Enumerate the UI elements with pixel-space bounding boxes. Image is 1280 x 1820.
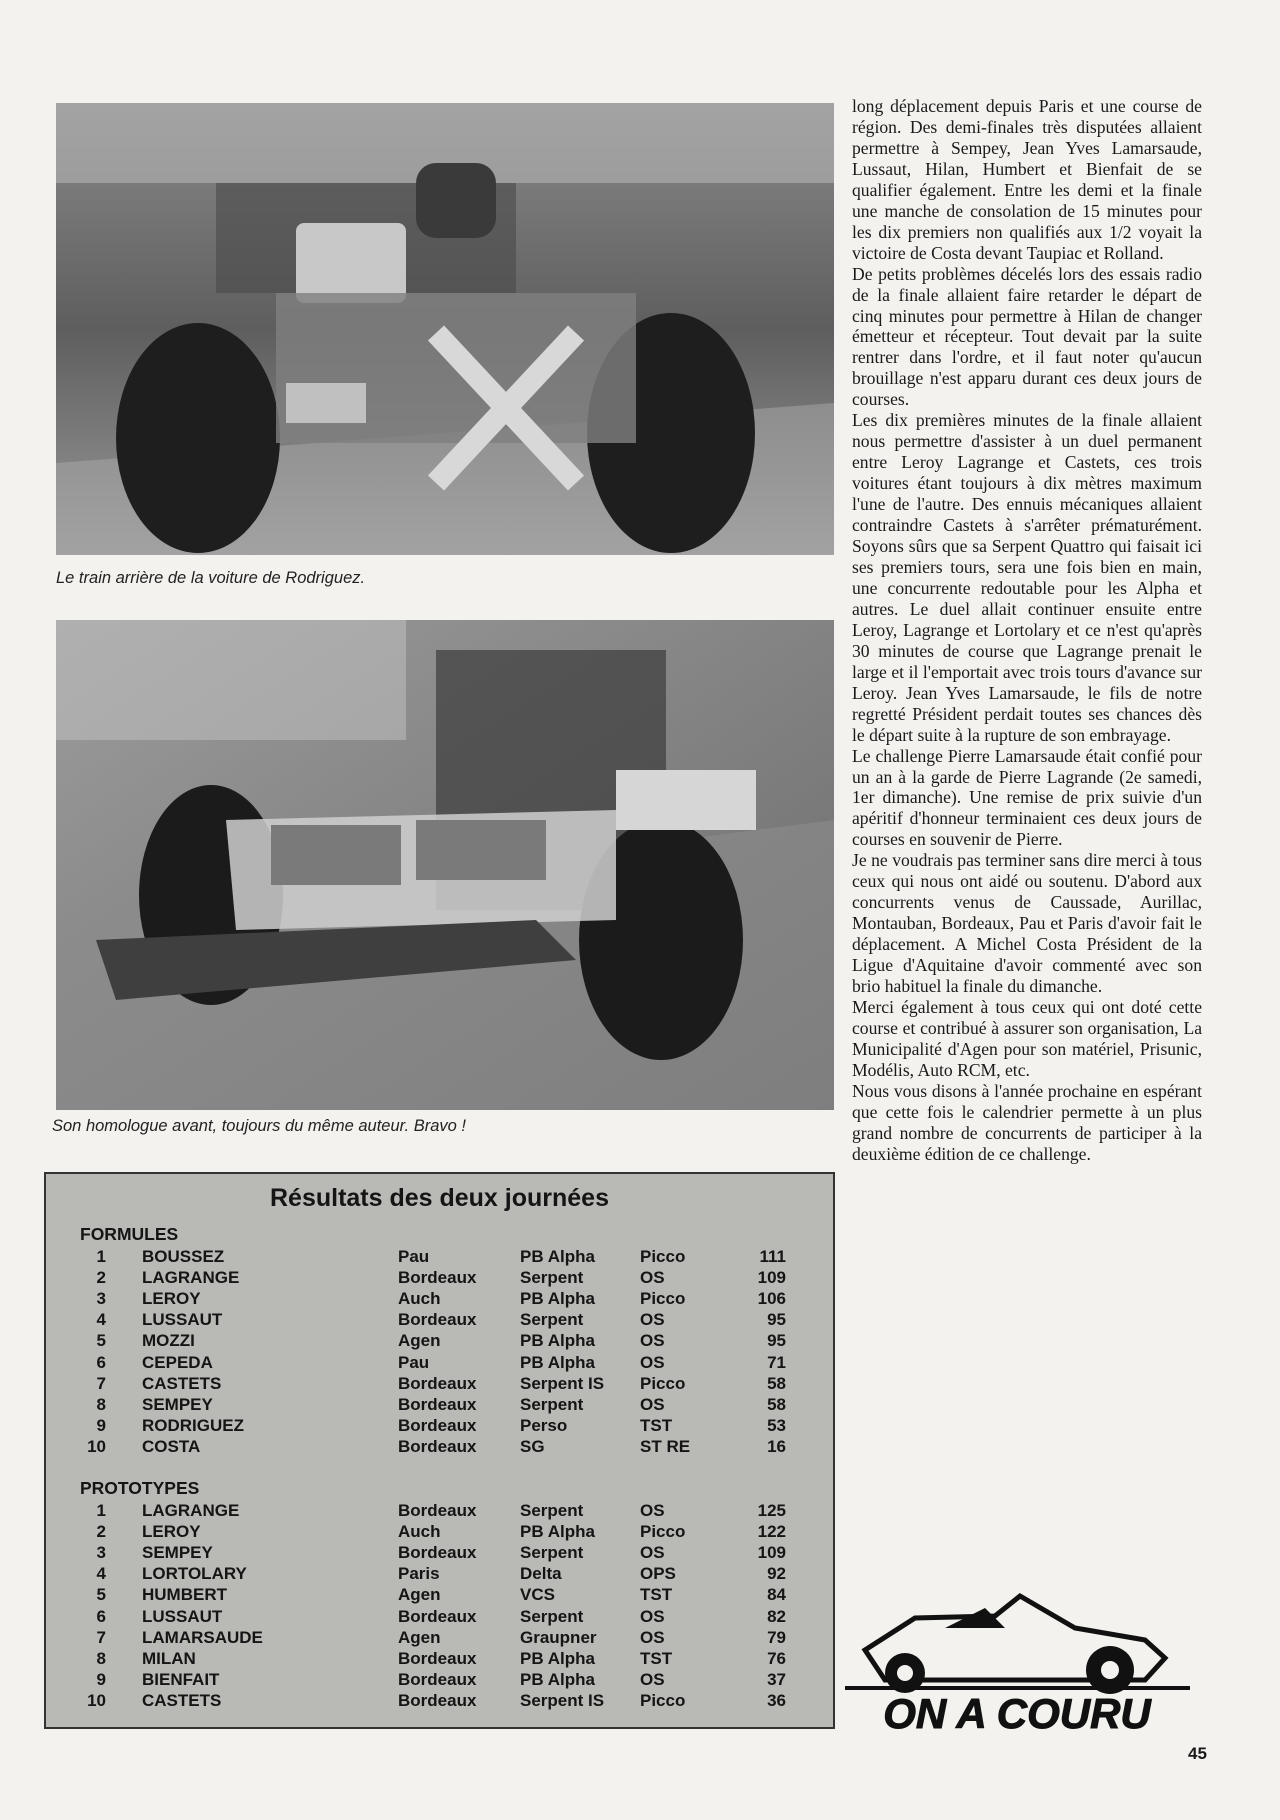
- cell-city: Bordeaux: [398, 1268, 477, 1288]
- table-row: [46, 1522, 833, 1543]
- cell-name: LAMARSAUDE: [142, 1627, 263, 1647]
- table-row: [46, 1310, 833, 1331]
- cell-laps: 122: [757, 1522, 786, 1542]
- cell-rank: 10: [87, 1436, 106, 1456]
- cell-engine: Picco: [640, 1289, 686, 1309]
- cell-chassis: Serpent: [520, 1501, 584, 1520]
- cell-chassis: PB Alpha: [520, 1352, 595, 1372]
- cell-rank: 5: [96, 1331, 106, 1351]
- cell-city: Bordeaux: [398, 1669, 477, 1689]
- cell-chassis: Perso: [520, 1415, 568, 1435]
- cell-city: Paris: [398, 1564, 440, 1584]
- table-row: [46, 1649, 833, 1670]
- cell-laps: 16: [767, 1436, 786, 1456]
- cell-name: LAGRANGE: [142, 1268, 240, 1288]
- cell-name: LUSSAUT: [142, 1606, 223, 1626]
- cell-city: Bordeaux: [398, 1543, 477, 1563]
- table-row: [46, 1289, 833, 1310]
- cell-chassis: PB Alpha: [520, 1247, 595, 1266]
- article-paragraph: Je ne voudrais pas terminer sans dire merci à tous ceux qui nous ont aidé ou soutenu. D'abord aux concurrents venus de Caussade, Aurillac, Montauban, Bordeaux, Pau et Paris d'avoir fait le déplacement. A Michel Costa Président de la Ligue d'Aquitaine d'avoir commenté avec son brio habituel la finale du dimanche.: [852, 850, 1202, 997]
- cell-city: Agen: [398, 1627, 441, 1647]
- article-paragraph: Les dix premières minutes de la finale allaient nous permettre d'assister à un duel permanent entre Leroy Lagrange et Castets, ces trois voitures étant toujours à dix mètres maximum l'une de l'autre. Des ennuis mécaniques allaient contraindre Castets à s'arrêter prématurément. Soyons sûrs que sa Serpent Quattro qui faisait ici ses premiers tours, sera une fois bien en main, une concurrente redoutable pour les Alpha et autres. Le duel allait continuer ensuite entre Leroy, Lagrange et Lortolary et ce n'est qu'après 30 minutes de course que Lagrange prenait le large et il l'emportait avec trois tours d'avance sur Leroy. Jean Yves Lamarsaude, le fils de notre regretté Président perdait toutes ses chances dès le départ suite à la rupture de son embrayage.: [852, 410, 1202, 745]
- cell-laps: 109: [757, 1268, 786, 1288]
- cell-rank: 9: [96, 1415, 106, 1435]
- cell-city: Agen: [398, 1585, 441, 1605]
- cell-engine: OPS: [640, 1564, 676, 1584]
- table-row: [46, 1628, 833, 1649]
- cell-laps: 53: [767, 1415, 786, 1435]
- cell-city: Bordeaux: [398, 1373, 477, 1393]
- cell-name: LEROY: [142, 1522, 201, 1542]
- cell-laps: 36: [767, 1690, 786, 1710]
- cell-laps: 106: [757, 1289, 786, 1309]
- cell-chassis: Serpent: [520, 1310, 584, 1330]
- cell-engine: TST: [640, 1648, 673, 1668]
- cell-chassis: Serpent: [520, 1543, 584, 1563]
- cell-rank: 2: [96, 1522, 106, 1542]
- cell-chassis: Serpent: [520, 1394, 584, 1414]
- results-table: [44, 1172, 835, 1729]
- photo-front-chassis: [56, 620, 834, 1110]
- cell-engine: OS: [640, 1394, 665, 1414]
- cell-chassis: Serpent IS: [520, 1373, 605, 1393]
- cell-engine: TST: [640, 1585, 673, 1605]
- photo1-caption: Le train arrière de la voiture de Rodriguez.: [56, 569, 366, 587]
- cell-engine: OS: [640, 1352, 665, 1372]
- cell-chassis: PB Alpha: [520, 1648, 595, 1668]
- cell-engine: OS: [640, 1627, 665, 1647]
- cell-laps: 109: [757, 1543, 786, 1563]
- cell-laps: 71: [767, 1352, 786, 1372]
- cell-rank: 2: [96, 1268, 106, 1288]
- cell-laps: 79: [767, 1627, 786, 1647]
- cell-chassis: PB Alpha: [520, 1289, 595, 1309]
- table-row: [46, 1353, 833, 1374]
- cell-name: HUMBERT: [142, 1585, 227, 1605]
- cell-laps: 58: [767, 1373, 786, 1393]
- article-text: [852, 96, 1202, 1165]
- cell-rank: 9: [96, 1669, 106, 1689]
- table-row: [46, 1607, 833, 1628]
- cell-rank: 6: [96, 1606, 106, 1626]
- cell-rank: 3: [96, 1543, 106, 1563]
- table-row: [46, 1437, 833, 1458]
- cell-rank: 3: [96, 1289, 106, 1309]
- table-row: [46, 1247, 833, 1268]
- results-title: Résultats des deux journées: [269, 1184, 609, 1212]
- table-row: [46, 1670, 833, 1691]
- cell-city: Pau: [398, 1352, 430, 1372]
- cell-city: Bordeaux: [398, 1415, 477, 1435]
- page-number: 45: [1188, 1744, 1207, 1763]
- on-a-couru-logo: [845, 1588, 1190, 1733]
- cell-engine: OS: [640, 1606, 665, 1626]
- cell-name: LUSSAUT: [142, 1310, 223, 1330]
- cell-engine: OS: [640, 1268, 665, 1288]
- cell-name: MILAN: [142, 1648, 196, 1668]
- cell-name: COSTA: [142, 1436, 201, 1456]
- table-row: [46, 1268, 833, 1289]
- cell-name: LAGRANGE: [142, 1501, 240, 1520]
- cell-rank: 4: [96, 1564, 106, 1584]
- cell-chassis: PB Alpha: [520, 1522, 595, 1542]
- cell-engine: Picco: [640, 1690, 686, 1710]
- cell-chassis: SG: [520, 1436, 545, 1456]
- cell-rank: 7: [96, 1373, 106, 1393]
- cell-laps: 95: [767, 1331, 786, 1351]
- cell-name: LORTOLARY: [142, 1564, 247, 1584]
- cell-rank: 8: [96, 1394, 106, 1414]
- cell-engine: OS: [640, 1669, 665, 1689]
- table-row: [46, 1564, 833, 1585]
- cell-laps: 58: [767, 1394, 786, 1414]
- cell-engine: Picco: [640, 1247, 686, 1266]
- cell-city: Auch: [398, 1289, 441, 1309]
- cell-city: Auch: [398, 1522, 441, 1542]
- cell-name: RODRIGUEZ: [142, 1415, 244, 1435]
- photo2-caption: Son homologue avant, toujours du même auteur. Bravo !: [52, 1117, 466, 1135]
- cell-chassis: PB Alpha: [520, 1669, 595, 1689]
- logo-text: ON A COURU: [883, 1690, 1151, 1733]
- cell-name: CEPEDA: [142, 1352, 213, 1372]
- cell-laps: 125: [757, 1501, 786, 1520]
- cell-laps: 37: [767, 1669, 786, 1689]
- cell-name: MOZZI: [142, 1331, 195, 1351]
- cell-name: SEMPEY: [142, 1543, 213, 1563]
- article-paragraph: Nous vous disons à l'année prochaine en espérant que cette fois le calendrier permette à un plus grand nombre de concurrents de participer à la deuxième édition de ce challenge.: [852, 1080, 1202, 1164]
- cell-engine: OS: [640, 1331, 665, 1351]
- cell-laps: 84: [767, 1585, 786, 1605]
- cell-chassis: Serpent: [520, 1606, 584, 1626]
- category-title: FORMULES: [80, 1224, 179, 1244]
- cell-laps: 76: [767, 1648, 786, 1668]
- cell-rank: 5: [96, 1585, 106, 1605]
- cell-name: SEMPEY: [142, 1394, 213, 1414]
- cell-rank: 6: [96, 1352, 106, 1372]
- cell-chassis: VCS: [520, 1585, 555, 1605]
- cell-engine: OS: [640, 1310, 665, 1330]
- front-chassis-photo-image: [56, 620, 834, 1110]
- cell-chassis: Serpent: [520, 1268, 584, 1288]
- buggy-logo-icon: [845, 1588, 1190, 1733]
- cell-rank: 7: [96, 1627, 106, 1647]
- cell-engine: ST RE: [640, 1436, 691, 1456]
- cell-name: CASTETS: [142, 1690, 222, 1710]
- article-paragraph: long déplacement depuis Paris et une course de région. Des demi-finales très disputées allaient permettre à Sempey, Jean Yves Lamarsaude, Lussaut, Hilan, Humbert et Bienfait de se qualifier également. Entre les demi et la finale une manche de consolation de 15 minutes pour les dix premiers non qualifiés aux 1/2 voyait la victoire de Costa devant Taupiac et Rolland.: [852, 96, 1202, 263]
- cell-city: Bordeaux: [398, 1436, 477, 1456]
- cell-laps: 92: [767, 1564, 786, 1584]
- table-row: [46, 1501, 833, 1522]
- category-title: PROTOTYPES: [80, 1478, 200, 1498]
- table-row: [46, 1691, 833, 1712]
- cell-rank: 1: [96, 1247, 106, 1266]
- cell-engine: Picco: [640, 1373, 686, 1393]
- cell-city: Bordeaux: [398, 1606, 477, 1626]
- cell-laps: 111: [759, 1247, 786, 1266]
- table-row: [46, 1416, 833, 1437]
- cell-chassis: Graupner: [520, 1627, 597, 1647]
- cell-city: Bordeaux: [398, 1501, 477, 1520]
- cell-chassis: PB Alpha: [520, 1331, 595, 1351]
- cell-city: Bordeaux: [398, 1690, 477, 1710]
- photo-rear-chassis: [56, 103, 834, 555]
- cell-city: Bordeaux: [398, 1394, 477, 1414]
- cell-name: BOUSSEZ: [142, 1247, 225, 1266]
- cell-laps: 95: [767, 1310, 786, 1330]
- cell-rank: 4: [96, 1310, 106, 1330]
- table-row: [46, 1331, 833, 1352]
- cell-city: Bordeaux: [398, 1310, 477, 1330]
- cell-rank: 8: [96, 1648, 106, 1668]
- table-row: [46, 1543, 833, 1564]
- cell-engine: OS: [640, 1501, 665, 1520]
- cell-city: Pau: [398, 1247, 430, 1266]
- article-paragraph: Merci également à tous ceux qui ont doté cette course et contribué à assurer son organisation, La Municipalité d'Agen pour son matériel, Prisunic, Modélis, Auto RCM, etc.: [852, 996, 1202, 1080]
- cell-rank: 10: [87, 1690, 106, 1710]
- article-paragraph: Le challenge Pierre Lamarsaude était confié pour un an à la garde de Pierre Lagrande (2e samedi, 1er dimanche). Une remise de prix suivie d'un apéritif d'honneur terminaient ces deux jours de courses en souvenir de Pierre.: [852, 745, 1202, 850]
- article-paragraph: De petits problèmes décelés lors des essais radio de la finale allaient faire retarder le départ de cinq minutes pour permettre à Hilan de changer émetteur et récepteur. Tout devait par la suite rentrer dans l'ordre, et il faut noter qu'aucun brouillage n'est apparu durant ces deux jours de courses.: [852, 263, 1202, 410]
- table-row: [46, 1395, 833, 1416]
- cell-city: Agen: [398, 1331, 441, 1351]
- table-row: [46, 1585, 833, 1606]
- cell-engine: OS: [640, 1543, 665, 1563]
- cell-name: BIENFAIT: [142, 1669, 220, 1689]
- cell-name: LEROY: [142, 1289, 201, 1309]
- rear-chassis-photo-image: [56, 103, 834, 555]
- cell-city: Bordeaux: [398, 1648, 477, 1668]
- cell-engine: TST: [640, 1415, 673, 1435]
- cell-chassis: Delta: [520, 1564, 562, 1584]
- table-row: [46, 1374, 833, 1395]
- cell-laps: 82: [767, 1606, 786, 1626]
- cell-engine: Picco: [640, 1522, 686, 1542]
- cell-rank: 1: [96, 1501, 106, 1520]
- cell-name: CASTETS: [142, 1373, 222, 1393]
- cell-chassis: Serpent IS: [520, 1690, 605, 1710]
